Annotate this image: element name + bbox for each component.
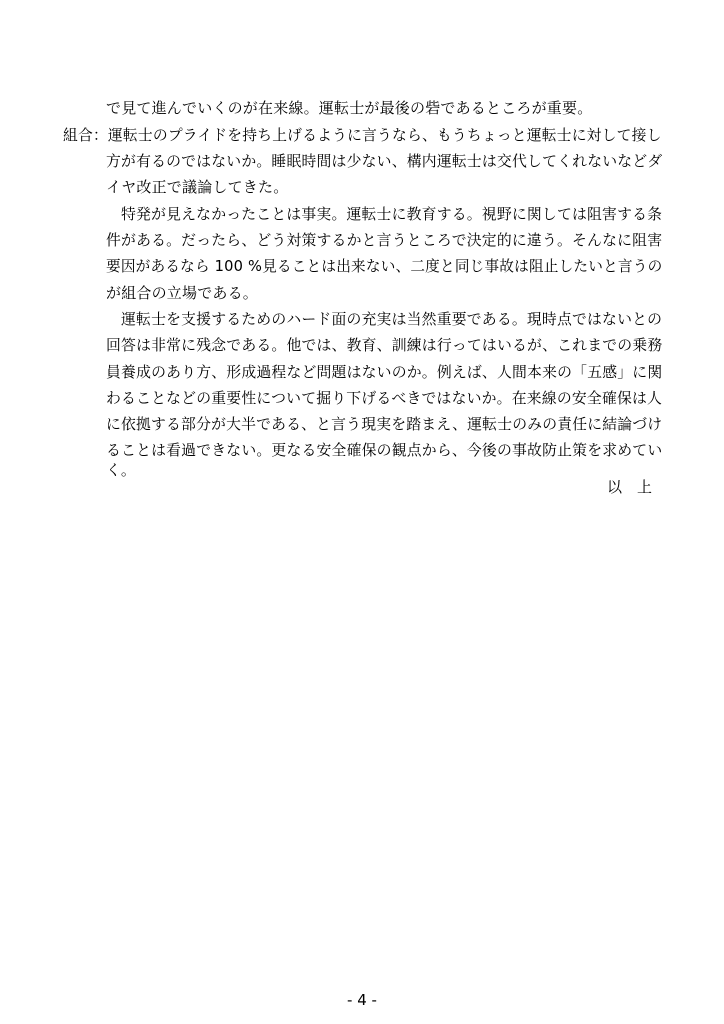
text-line-3: 方が有るのではないか。睡眠時間は少ない、構内運転士は交代してくれないなどダ — [106, 152, 663, 170]
text-line-6: 件がある。だったら、どう対策するかと言うところで決定的に違う。そんなに阻害 — [106, 231, 663, 249]
text-line-11: 員養成のあり方、形成過程など問題はないのか。例えば、人間本来の「五感」に関 — [106, 363, 663, 381]
text-line-13: に依拠する部分が大半である、と言う現実を踏まえ、運転士のみの責任に結論づけ — [106, 415, 663, 433]
closing-mark: 以 上 — [606, 478, 652, 496]
text-line-1: で見て進んでいくのが在来線。運転士が最後の砦であるところが重要。 — [106, 99, 593, 117]
text-line-2: 組合：運転士のプライドを持ち上げるように言うなら、もうちょっと運転士に対して接し — [63, 126, 662, 144]
text-line-9: 運転士を支援するためのハード面の充実は当然重要である。現時点ではないとの — [121, 310, 663, 328]
page-number: - 4 - — [347, 991, 377, 1009]
text-line-5: 特発が見えなかったことは事実。運転士に教育する。視野に関しては阻害する条 — [121, 205, 663, 223]
text-line-12: わることなどの重要性について掘り下げるべきではないか。在来線の安全確保は人 — [106, 389, 663, 407]
text-line-15: く。 — [106, 461, 137, 479]
text-line-10: 回答は非常に残念である。他では、教育、訓練は行ってはいるが、これまでの乗務 — [106, 336, 663, 354]
text-line-4: イヤ改正で議論してきた。 — [106, 178, 289, 196]
text-line-14: ることは看過できない。更なる安全確保の観点から、今後の事故防止策を求めてい — [106, 441, 663, 459]
text-line-7: 要因があるなら 100 %見ることは出来ない、二度と同じ事故は阻止したいと言うの — [106, 257, 663, 275]
text-line-8: が組合の立場である。 — [106, 284, 259, 302]
